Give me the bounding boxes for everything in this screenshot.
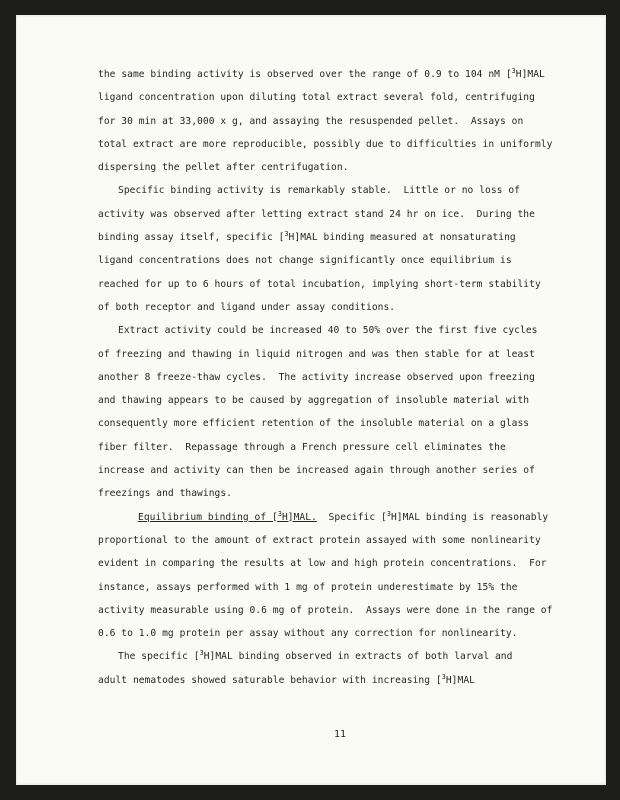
text-span: The specific [ <box>118 651 200 663</box>
paragraph-1-line-5: dispersing the pellet after centrifugation. <box>98 162 349 174</box>
paragraph-4-line-3: evident in comparing the results at low and high protein concentrations. For <box>98 558 547 570</box>
paragraph-1-line-3: for 30 min at 33,000 x g, and assaying the resuspended pellet. Assays on <box>98 115 524 127</box>
paragraph-3-line-1: Extract activity could be increased 40 to 50% over the first five cycles <box>118 325 538 337</box>
superscript: 3 <box>386 509 391 518</box>
paragraph-4-line-6: 0.6 to 1.0 mg protein per assay without any correction for nonlinearity. <box>98 628 518 640</box>
paragraph-2-line-5: reached for up to 6 hours of total incubation, implying short-term stability <box>98 278 541 290</box>
text-span: H]MAL binding is reasonably <box>390 511 549 523</box>
paragraph-1-line-2: ligand concentration upon diluting total extract several fold, centrifuging <box>98 92 535 104</box>
paragraph-3-line-2: of freezing and thawing in liquid nitrogen and was then stable for at least <box>98 348 535 360</box>
document-page <box>16 15 606 785</box>
text-span: binding assay itself, specific [ <box>98 232 285 244</box>
paragraph-3-line-7: increase and activity can then be increased again through another series of <box>98 465 535 477</box>
paragraph-5-line-2 <box>98 669 578 692</box>
text-span: H]MAL. <box>281 511 317 523</box>
paragraph-1-line-4: total extract are more reproducible, possibly due to difficulties in uniformly <box>98 138 553 150</box>
superscript: 3 <box>511 66 516 75</box>
text-span: H]MAL <box>515 69 545 80</box>
text-span: H]MAL binding observed in extracts of both larval and <box>203 651 513 663</box>
paragraph-2-line-6: of both receptor and ligand under assay conditions. <box>98 301 396 313</box>
paragraph-4-line-2: proportional to the amount of extract protein assayed with some nonlinearity <box>98 534 541 546</box>
paragraph-3-line-8: freezings and thawings. <box>98 488 232 500</box>
paragraph-4-line-1 <box>98 506 578 529</box>
body-text <box>98 63 578 692</box>
superscript: 3 <box>199 649 204 658</box>
superscript: 3 <box>277 509 282 518</box>
page-number: 11 <box>334 729 347 740</box>
paragraph-3-line-5: consequently more efficient retention of the insoluble material on a glass <box>98 418 530 430</box>
text-span: H]MAL binding measured at nonsaturating <box>288 232 516 244</box>
paragraph-3-line-6: fiber filter. Repassage through a French pressure cell eliminates the <box>98 441 506 453</box>
paragraph-2-line-2: activity was observed after letting extract stand 24 hr on ice. During the <box>98 208 535 220</box>
text-span: adult nematodes showed saturable behavior with increasing [ <box>98 674 442 686</box>
text-span: the same binding activity is observed over the range of 0.9 to 104 nM [ <box>98 69 512 80</box>
paragraph-5-line-1 <box>98 645 578 668</box>
text-span: Specific [ <box>316 511 387 523</box>
paragraph-1-line-1 <box>98 63 578 86</box>
superscript: 3 <box>284 229 289 238</box>
paragraph-2-line-4: ligand concentrations does not change significantly once equilibrium is <box>98 255 512 267</box>
paragraph-4-line-5: activity measurable using 0.6 mg of protein. Assays were done in the range of <box>98 604 553 616</box>
text-span: H]MAL <box>445 674 475 686</box>
paragraph-3-line-3: another 8 freeze-thaw cycles. The activity increase observed upon freezing <box>98 371 535 383</box>
superscript: 3 <box>441 672 446 681</box>
section-heading <box>138 509 317 523</box>
paragraph-2-line-1: Specific binding activity is remarkably stable. Little or no loss of <box>118 185 520 197</box>
paragraph-3-line-4: and thawing appears to be caused by aggregation of insoluble material with <box>98 395 530 407</box>
paragraph-4-line-4: instance, assays performed with 1 mg of protein underestimate by 15% the <box>98 581 518 593</box>
paragraph-2-line-3 <box>98 226 578 249</box>
text-span: Equilibrium binding of [ <box>138 511 278 523</box>
